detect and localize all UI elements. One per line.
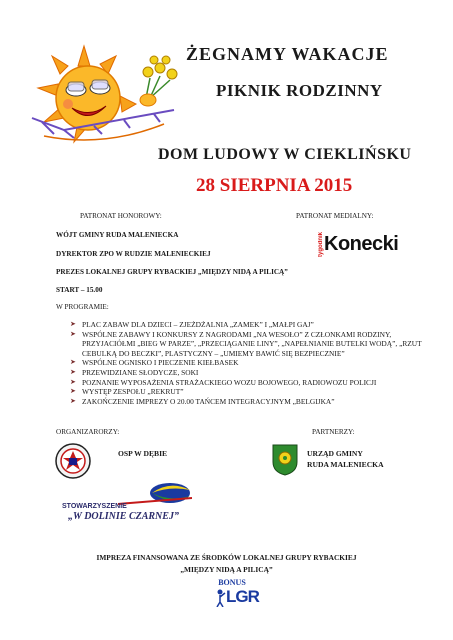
patron-2: DYREKTOR ZPO W RUDZIE MALENIECKIEJ: [56, 250, 211, 258]
konecki-logo: [318, 232, 398, 257]
lgr-bonus: BONUS: [218, 578, 246, 587]
venue-title: DOM LUDOWY W CIEKLIŃSKU: [158, 146, 412, 163]
association-top: STOWARZYSZENIE: [62, 503, 127, 510]
flowers-icon: [140, 56, 177, 106]
program-label: W PROGRAMIE:: [56, 303, 109, 311]
konecki-logo-text: Konecki: [324, 233, 399, 255]
osp-name: OSP W DĘBIE: [118, 449, 168, 458]
start-time: START – 15.00: [56, 286, 103, 294]
program-list: [70, 320, 445, 406]
footer-lgr-name: „MIĘDZY NIDĄ A PILICĄ”: [180, 565, 273, 574]
association-logo-icon: [118, 480, 192, 508]
title-farewell: ŻEGNAMY WAKACJE: [186, 44, 389, 64]
title-picnic: PIKNIK RODZINNY: [216, 81, 383, 100]
media-patronage-label: PATRONAT MEDIALNY:: [296, 212, 374, 220]
program-item: ➤ PRZEWIDZIANE SŁODYCZE, SOKI: [70, 368, 445, 378]
sun-hammock-illustration: [24, 38, 184, 148]
association-name: „W DOLINIE CZARNEJ”: [68, 511, 179, 522]
partners-label: PARTNERZY:: [312, 428, 355, 436]
program-item: ➤ WSPÓLNE ZABAWY I KONKURSY Z NAGRODAMI „NA WESOŁO” Z CZŁONKAMI RODZINY, PRZYJACIÓŁMI „BIEG W PARZE”, „PRZECIĄGANIE LINY”, „NAPEŁNIANIE BUTELKI WODĄ”, „RZUT CEBULKĄ DO BECZKI”, PLASTYCZNY – „UMIEMY BAWIĆ SIĘ BEZPIECZNIE”: [70, 330, 445, 359]
program-item: ➤ ZAKOŃCZENIE IMPREZY O 20.00 TAŃCEM INTEGRACYJNYM „BELGIJKA”: [70, 397, 445, 407]
sun-icon: [38, 46, 136, 142]
patron-3: PREZES LOKALNEJ GRUPY RYBACKIEJ „MIĘDZY NIDĄ A PILICĄ”: [56, 268, 288, 276]
honorary-patronage-label: PATRONAT HONOROWY:: [80, 212, 162, 220]
osp-crest-icon: [54, 442, 92, 480]
lgr-logo: [212, 578, 259, 609]
konecki-logo-small: tygodnik: [318, 232, 324, 257]
program-item: ➤ POZNANIE WYPOSAŻENIA STRAŻACKIEGO WOZU BOJOWEGO, RADIOWOZU POLICJI: [70, 378, 445, 388]
program-item: ➤ WYSTĘP ZESPOŁU „REKRUT”: [70, 387, 445, 397]
fisherman-icon: [214, 589, 226, 607]
footer-funding: IMPREZA FINANSOWANA ZE ŚRODKÓW LOKALNEJ GRUPY RYBACKIEJ: [96, 553, 357, 562]
event-date: 28 SIERPNIA 2015: [196, 175, 353, 196]
program-item: ➤ WSPÓLNE OGNISKO I PIECZENIE KIEŁBASEK: [70, 358, 445, 368]
gmina-crest-icon: [272, 444, 298, 476]
patron-1: WÓJT GMINY RUDA MALENIECKA: [56, 231, 179, 239]
program-item: ➤ PLAC ZABAW DLA DZIECI – ZJEŻDŻALNIA „ZAMEK” I „MAŁPI GAJ”: [70, 320, 445, 330]
partner-name-line2: RUDA MALENIECKA: [307, 460, 384, 469]
partner-name-line1: URZĄD GMINY: [307, 449, 363, 458]
lgr-text: LGR: [226, 587, 259, 606]
organizers-label: ORGANIZARORZY:: [56, 428, 120, 436]
